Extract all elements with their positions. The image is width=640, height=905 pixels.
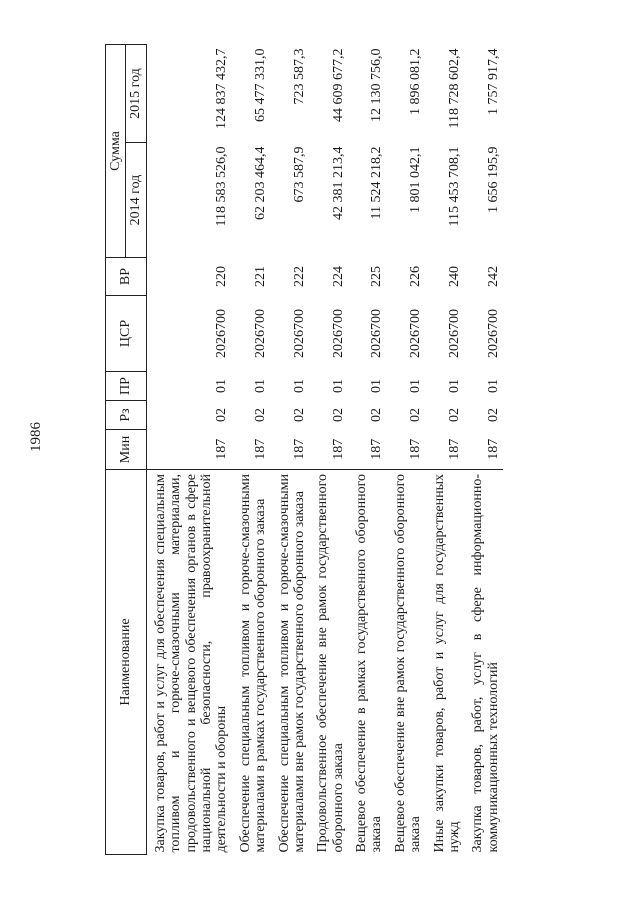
row-rz: 02 — [214, 408, 230, 422]
table-header — [106, 45, 147, 855]
row-csr: 2026700 — [291, 309, 307, 358]
table-row — [232, 45, 271, 855]
row-csr: 2026700 — [369, 309, 385, 358]
row-rz: 02 — [291, 408, 307, 422]
row-rz: 02 — [408, 408, 424, 422]
row-vr: 242 — [485, 266, 501, 287]
row-min: 187 — [291, 438, 307, 460]
row-pr: 01 — [485, 379, 501, 393]
header-min: Мин — [106, 430, 147, 470]
header-vr: ВР — [106, 258, 147, 296]
rotated-page-content — [105, 45, 545, 855]
row-2014: 1 801 042,1 — [408, 146, 424, 213]
row-csr: 2026700 — [253, 309, 269, 358]
header-2014: 2014 год — [126, 143, 146, 258]
table-row — [348, 45, 387, 855]
row-pr: 01 — [214, 379, 230, 393]
row-csr: 2026700 — [485, 309, 501, 358]
header-sum: Сумма — [106, 45, 126, 258]
row-name: Закупка товаров, работ, услуг в сфере информационно-коммуникационных технологий — [464, 470, 503, 855]
table-row — [387, 45, 426, 855]
row-min: 187 — [408, 438, 424, 460]
row-csr: 2026700 — [408, 309, 424, 358]
row-2014: 118 583 526,0 — [214, 146, 230, 227]
row-pr: 01 — [253, 379, 269, 393]
row-2015: 44 609 677,2 — [330, 48, 346, 122]
row-vr: 225 — [369, 266, 385, 287]
row-name: Закупка товаров, работ и услуг для обеспечения специальным топливом и горюче-смазочными материалами, продовольственного и вещевого обеспечения органов в сфере национальной безопасности, правоохранительной деятельности и обороны — [146, 470, 231, 855]
row-vr: 222 — [291, 266, 307, 287]
table-body — [146, 45, 503, 855]
row-pr: 01 — [447, 379, 463, 393]
row-csr: 2026700 — [330, 309, 346, 358]
row-name: Вещевое обеспечение вне рамок государственного оборонного заказа — [387, 470, 426, 855]
row-pr: 01 — [408, 379, 424, 393]
row-name: Вещевое обеспечение в рамках государственного оборонного заказа — [348, 470, 387, 855]
row-min: 187 — [369, 438, 385, 460]
row-csr: 2026700 — [447, 309, 463, 358]
row-min: 187 — [214, 438, 230, 460]
row-min: 187 — [253, 438, 269, 460]
row-2014: 62 203 464,4 — [253, 146, 269, 220]
row-2015: 12 130 756,0 — [369, 48, 385, 122]
row-2014: 115 453 708,1 — [447, 146, 463, 227]
header-name: Наименование — [106, 470, 147, 855]
row-vr: 221 — [253, 266, 269, 287]
header-2015: 2015 год — [126, 45, 146, 143]
row-pr: 01 — [330, 379, 346, 393]
row-2014: 673 587,9 — [291, 146, 307, 203]
row-2015: 723 587,3 — [291, 48, 307, 105]
row-vr: 226 — [408, 266, 424, 287]
row-pr: 01 — [369, 379, 385, 393]
table-row — [426, 45, 465, 855]
table-row — [146, 45, 231, 855]
row-vr: 224 — [330, 266, 346, 287]
page-number: 1986 — [28, 422, 44, 452]
table-row — [309, 45, 348, 855]
header-csr: ЦСР — [106, 296, 147, 372]
row-rz: 02 — [330, 408, 346, 422]
row-2015: 124 837 432,7 — [214, 48, 230, 129]
row-2015: 118 728 602,4 — [447, 48, 463, 129]
row-min: 187 — [330, 438, 346, 460]
row-csr: 2026700 — [214, 309, 230, 358]
row-name: Обеспечение специальным топливом и горюче-смазочными материалами в рамках государственного оборонного заказа — [232, 470, 271, 855]
row-rz: 02 — [369, 408, 385, 422]
table-row — [271, 45, 310, 855]
row-2015: 1 896 081,2 — [408, 48, 424, 115]
row-min: 187 — [485, 438, 501, 460]
row-2014: 1 656 195,9 — [485, 146, 501, 213]
row-2015: 1 757 917,4 — [485, 48, 501, 115]
row-2014: 42 381 213,4 — [330, 146, 346, 220]
row-rz: 02 — [485, 408, 501, 422]
row-2014: 11 524 218,2 — [369, 146, 385, 220]
row-rz: 02 — [253, 408, 269, 422]
header-rz: Рз — [106, 401, 147, 430]
row-name: Обеспечение специальным топливом и горюче-смазочными материалами вне рамок государственного оборонного заказа — [271, 470, 310, 855]
row-2015: 65 477 331,0 — [253, 48, 269, 122]
row-vr: 240 — [447, 266, 463, 287]
row-name: Продовольственное обеспечение вне рамок государственного оборонного заказа — [309, 470, 348, 855]
header-pr: ПР — [106, 372, 147, 401]
row-rz: 02 — [447, 408, 463, 422]
row-vr: 220 — [214, 266, 230, 287]
table-row — [464, 45, 503, 855]
row-min: 187 — [447, 438, 463, 460]
budget-table — [105, 44, 503, 855]
row-pr: 01 — [291, 379, 307, 393]
row-name: Иные закупки товаров, работ и услуг для государственных нужд — [426, 470, 465, 855]
